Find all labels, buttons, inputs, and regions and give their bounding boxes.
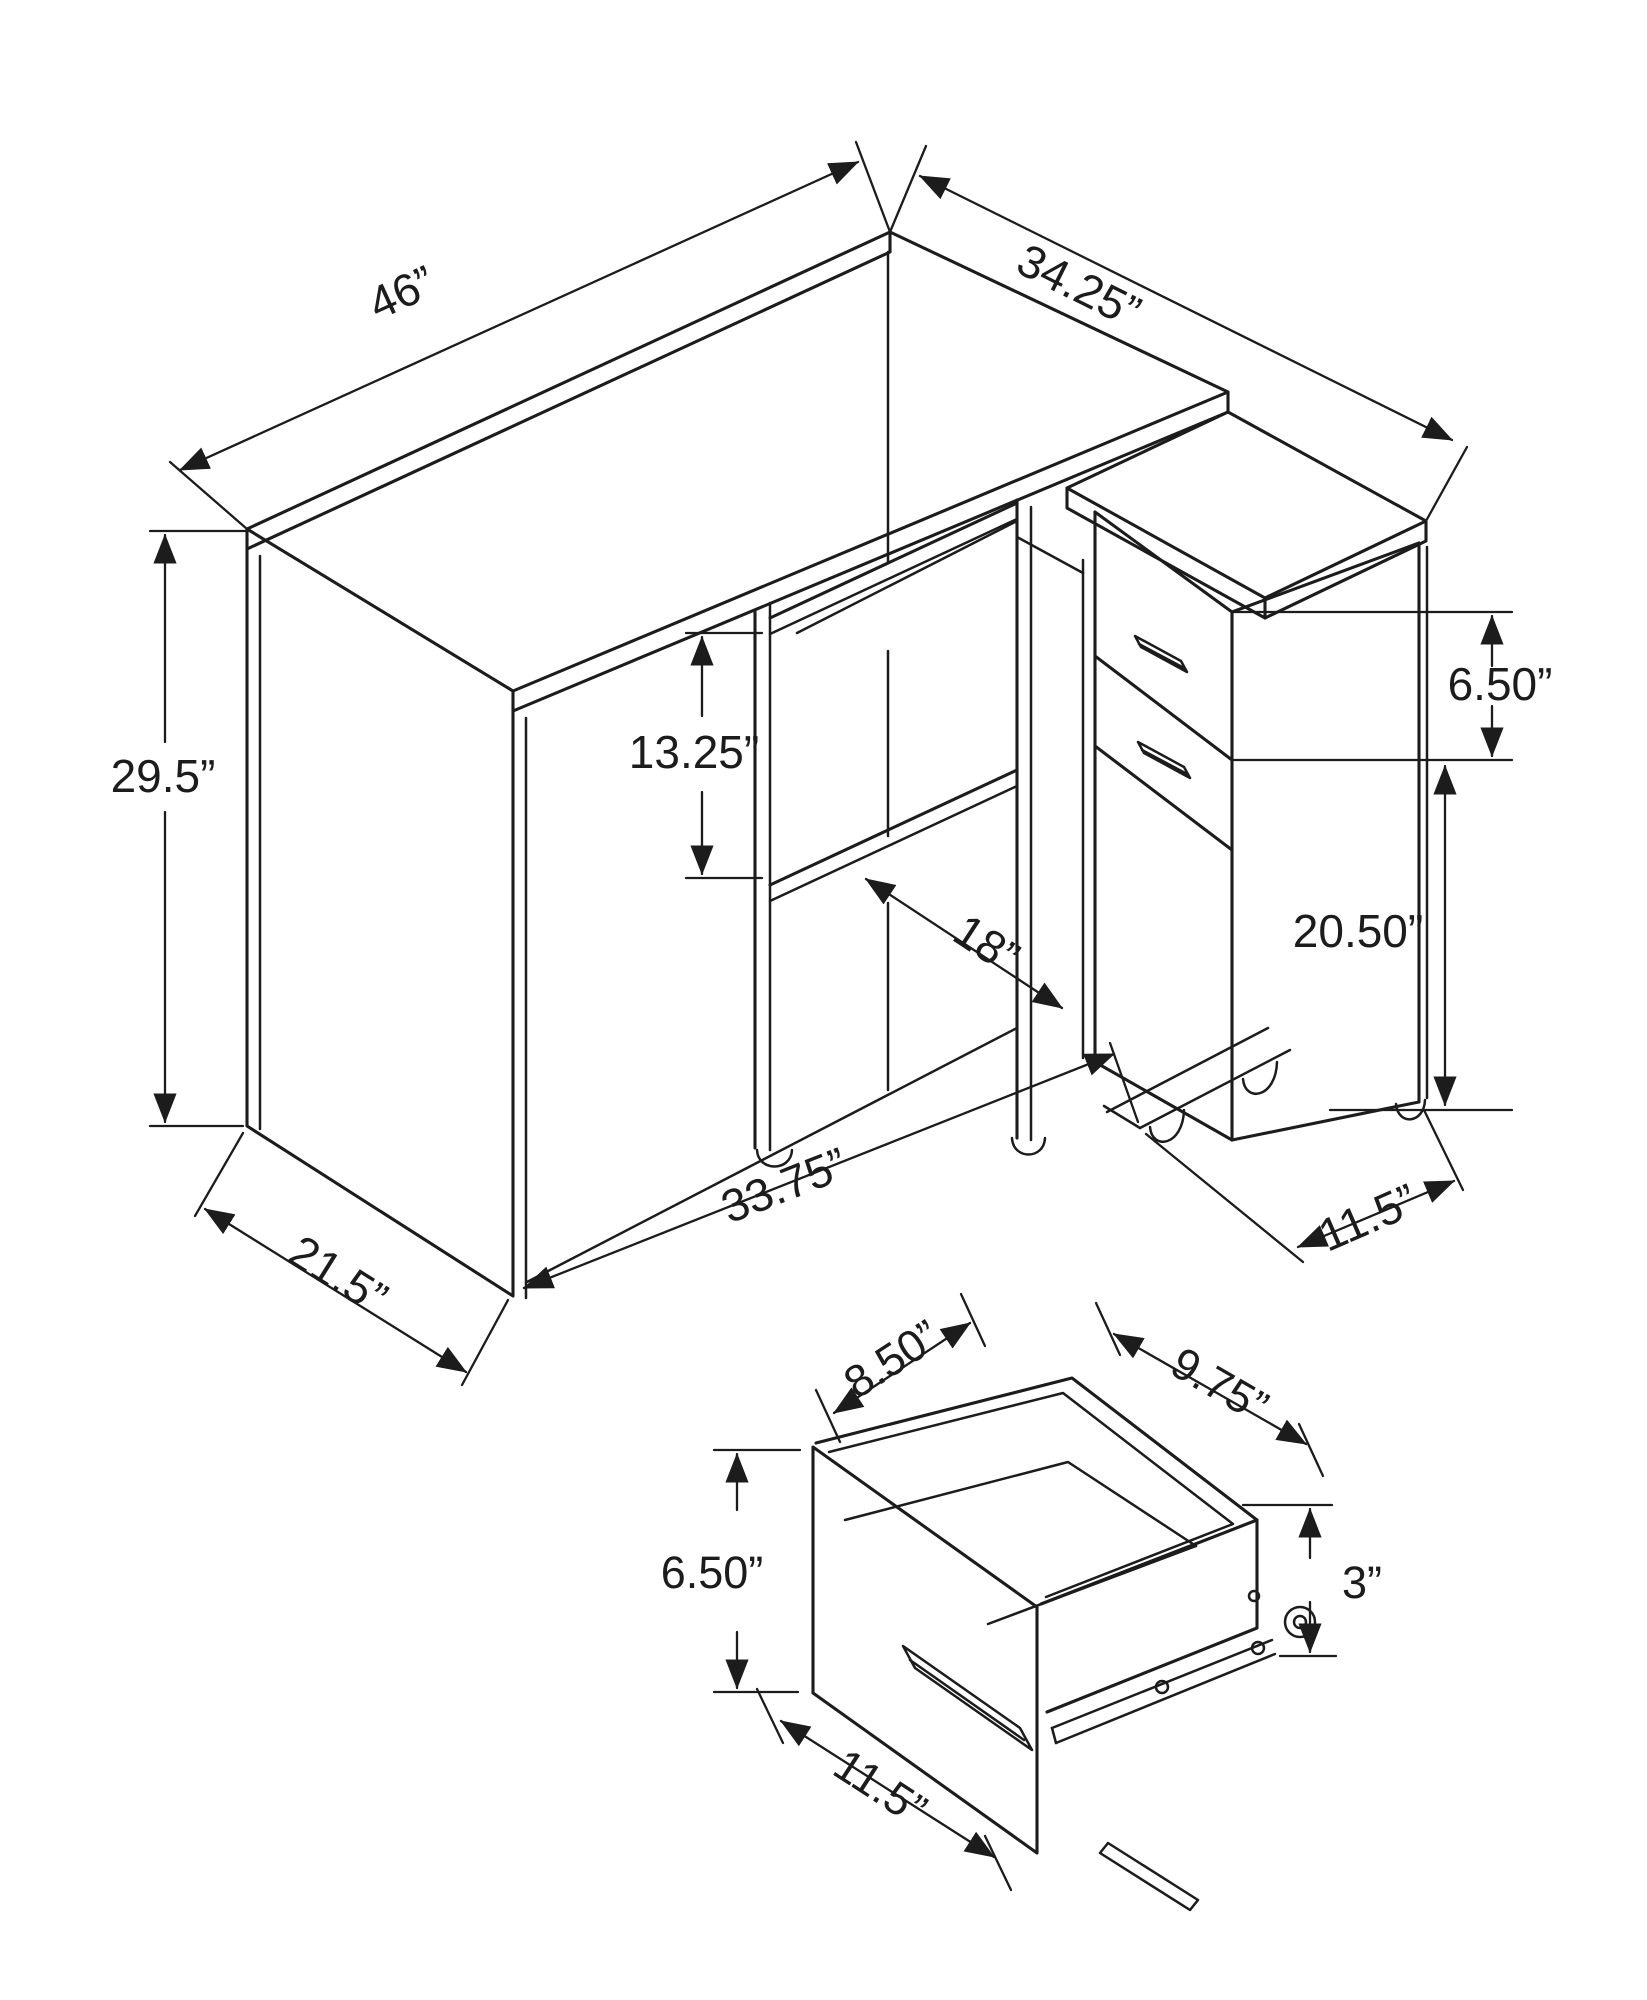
desk-left-panel [247,549,526,1298]
drawer-divider-1 [1095,656,1232,760]
dimension-drawer-height [1232,612,1552,760]
dimension-cabinet-depth [1146,1110,1463,1262]
dimension-drawer-front-width [757,1689,1011,1890]
dimension-shelf-width [866,879,1062,1008]
dimension-height [111,531,247,1126]
dimension-label: 34.25” [1009,233,1150,339]
dimension-label: 3” [1341,1557,1383,1608]
dimension-shelf-opening-height [629,633,762,878]
cabinet-foot [1012,1138,1045,1155]
dimension-drawer-side-height [1243,1505,1382,1656]
dimension-desktop-width [170,142,890,529]
rail-front-member [1100,1843,1198,1910]
drawer-handle [903,1646,1032,1750]
dimension-left-depth [195,1133,508,1385]
dimension-door-height [1293,766,1512,1110]
drawer-handle-top [1135,636,1187,672]
desk-drawing [111,142,1553,1385]
dimension-label: 6.50” [1447,658,1553,710]
drawer-detail-drawing [661,1294,1382,1910]
dimension-front-width [524,1043,1138,1288]
dimension-drawer-front-height [661,1450,800,1692]
dimension-drawer-outer-depth [1096,1303,1323,1476]
dimension-label: 11.5” [824,1738,936,1836]
desk-right-wing-top [1067,412,1426,618]
dimension-label: 18” [944,903,1029,984]
dimension-label: 20.50” [1292,905,1424,957]
desk-back-panel [527,252,1017,1282]
drawer-slide-rail [1052,1591,1315,1910]
dimension-label: 9.75” [1162,1336,1277,1433]
drawer-handle-bottom [1138,742,1190,778]
cabinet [1012,500,1427,1155]
dimension-label: 33.75” [713,1137,855,1234]
dimension-label: 29.5” [110,750,216,802]
dimension-label: 11.5” [1310,1173,1425,1262]
dimension-right-depth [890,146,1467,521]
shelf-unit [755,503,1017,1167]
dimension-label: 21.5” [280,1224,397,1325]
dimension-label: 6.50” [660,1547,764,1598]
dimension-label: 8.50” [834,1309,949,1409]
dimension-label: 13.25” [628,726,760,778]
dimension-label: 46” [360,254,443,330]
